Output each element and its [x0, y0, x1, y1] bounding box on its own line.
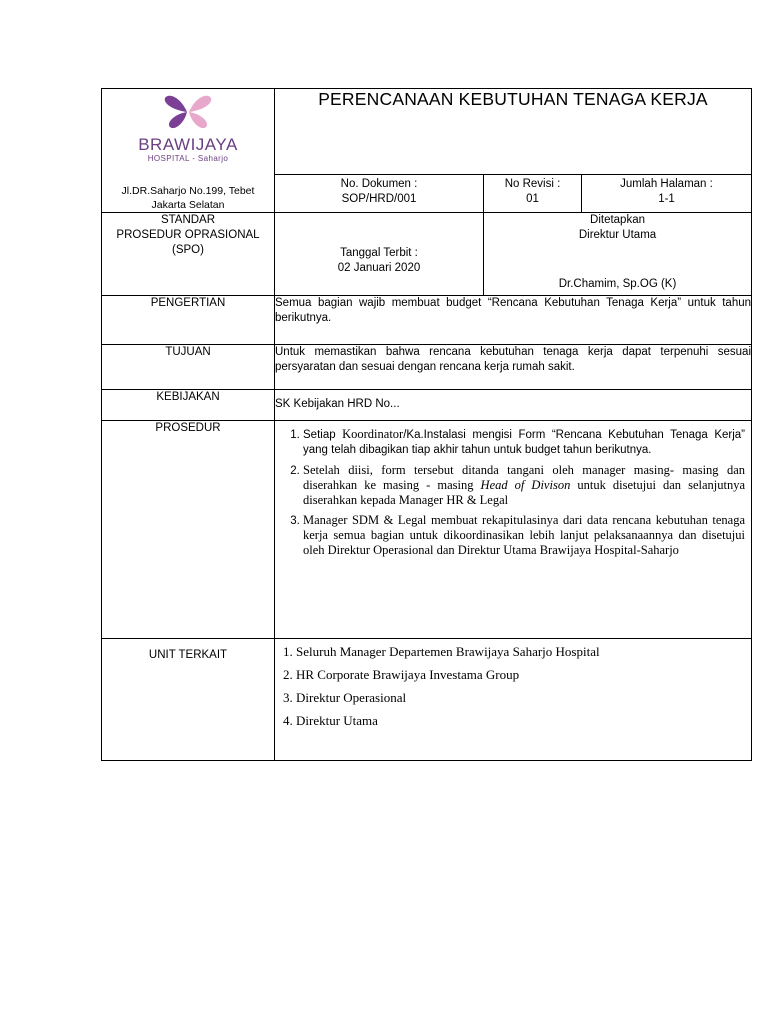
document-number-label: No. Dokumen : — [340, 177, 418, 190]
revision-label: No Revisi : — [504, 177, 561, 190]
page-count-label: Jumlah Halaman : — [620, 177, 713, 190]
revision-cell — [484, 174, 582, 212]
procedure-step-2: 2. Setelah diisi, form tersebut ditanda tangani oleh manager masing- masing dan diserahkan ke masing - masing Head of Divison untuk disetujui dan selanjutnya diserahkan kepada Manager HR & Legal — [303, 463, 745, 508]
logo-brand-text: BRAWIJAYA — [138, 135, 238, 154]
address-line-2: Jakarta Selatan — [151, 199, 225, 211]
issue-date-cell — [275, 213, 484, 296]
approval-line-2: Direktur Utama — [578, 229, 657, 241]
approval-cell — [484, 213, 752, 296]
document-number-cell — [275, 174, 484, 212]
kebijakan-label: KEBIJAKAN — [102, 390, 275, 421]
spo-label-line-1: STANDAR — [160, 214, 216, 226]
page-count-value: 1-1 — [658, 192, 675, 205]
hospital-address — [102, 184, 274, 212]
procedure-step-3: 3. Manager SDM & Legal membuat rekapitulasinya dari data rencana kebutuhan tenaga kerja semua bagian untuk dikoordinasikan lebih lanjut pelaksanaannya dan disetujui oleh Direktur Operasional dan Direktur Utama Brawijaya Hospital-Saharjo — [303, 513, 745, 558]
procedure-step-1: 1. Setiap Koordinator/Ka.Instalasi mengisi Form “Rencana Kebutuhan Tenaga Kerja” yang telah dibagikan tiap akhir tahun untuk budget tahun berikutnya. — [303, 427, 745, 458]
tujuan-text: Untuk memastikan bahwa rencana kebutuhan tenaga kerja dapat terpenuhi sesuai persyaratan dan sesuai dengan rencana kerja rumah sakit. — [275, 345, 752, 390]
tujuan-label: TUJUAN — [102, 345, 275, 390]
prosedur-content — [275, 421, 752, 639]
spo-label-line-3: (SPO) — [172, 244, 204, 256]
hospital-logo — [123, 93, 253, 164]
pengertian-text: Semua bagian wajib membuat budget “Rencana Kebutuhan Tenaga Kerja” untuk tahun berikutnya. — [275, 296, 752, 345]
butterfly-logo-icon — [162, 93, 214, 131]
document-title: PERENCANAAN KEBUTUHAN TENAGA KERJA — [275, 89, 752, 175]
pengertian-label: PENGERTIAN — [102, 296, 275, 345]
hospital-identity-cell — [102, 89, 275, 213]
prosedur-label: PROSEDUR — [102, 421, 275, 639]
unit-item: 3. Direktur Operasional — [283, 690, 407, 705]
revision-value: 01 — [526, 192, 539, 205]
issue-date-value: 02 Januari 2020 — [337, 262, 421, 274]
issue-date-label: Tanggal Terbit : — [340, 247, 418, 259]
spo-label-line-2: PROSEDUR OPRASIONAL — [116, 229, 260, 241]
unit-item: 1. Seluruh Manager Departemen Brawijaya Saharjo Hospital — [283, 644, 600, 659]
unit-item: 2. HR Corporate Brawijaya Investama Group — [283, 667, 520, 682]
procedure-steps — [275, 427, 745, 558]
page-count-cell — [582, 174, 752, 212]
unit-item: 4. Direktur Utama — [283, 713, 378, 728]
logo-sub-text: HOSPITAL - Saharjo — [147, 154, 229, 163]
approver-name: Dr.Chamim, Sp.OG (K) — [558, 278, 677, 290]
address-line-1: Jl.DR.Saharjo No.199, Tebet — [121, 185, 255, 197]
spo-document-table — [101, 88, 752, 761]
unit-terkait-label: UNIT TERKAIT — [102, 639, 275, 761]
document-number-value: SOP/HRD/001 — [341, 192, 417, 205]
unit-terkait-list — [275, 639, 752, 761]
kebijakan-text: SK Kebijakan HRD No... — [275, 390, 752, 421]
approval-line-1: Ditetapkan — [590, 214, 645, 226]
spo-label-cell — [102, 213, 275, 296]
